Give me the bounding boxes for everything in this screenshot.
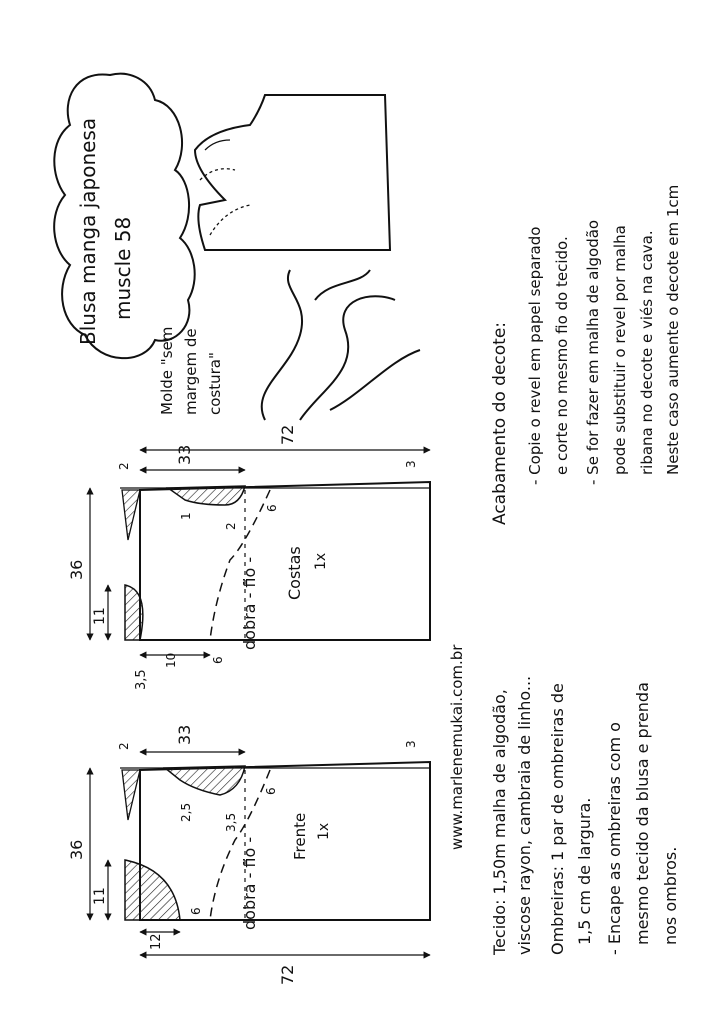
svg-text:margem de: margem de bbox=[182, 328, 200, 415]
svg-text:72: 72 bbox=[278, 424, 297, 445]
svg-text:36: 36 bbox=[67, 839, 86, 860]
signature-logo bbox=[262, 270, 420, 440]
signature-text: Marlene Mukai bbox=[320, 432, 321, 440]
costas-qty: 1x bbox=[313, 552, 329, 570]
costas-fold: dobra - fio - bbox=[240, 556, 259, 650]
svg-text:3: 3 bbox=[404, 740, 418, 748]
svg-text:10: 10 bbox=[164, 652, 178, 668]
svg-text:- Se for fazer em malha de alg: - Se for fazer em malha de algodão bbox=[584, 219, 602, 485]
svg-text:Tecido: 1,50m malha de algodão: Tecido: 1,50m malha de algodão, bbox=[490, 689, 509, 955]
svg-text:12: 12 bbox=[149, 933, 164, 950]
frente-outline bbox=[140, 762, 430, 920]
svg-text:2: 2 bbox=[117, 462, 131, 470]
svg-text:e corte no mesmo fio do tecido: e corte no mesmo fio do tecido. bbox=[553, 236, 571, 475]
svg-text:Neste caso aumente o decote em: Neste caso aumente o decote em 1cm bbox=[664, 184, 682, 475]
frente-neck-hatch bbox=[125, 860, 180, 920]
frente-label: Frente bbox=[291, 812, 309, 860]
costas-piece bbox=[67, 425, 430, 690]
svg-text:viscose rayon, cambraia de lin: viscose rayon, cambraia de linho... bbox=[515, 675, 534, 955]
costas-shoulder-hatch bbox=[168, 486, 245, 505]
tecido-section bbox=[490, 676, 680, 956]
svg-text:11: 11 bbox=[92, 607, 108, 625]
svg-text:pode substituir o revel por ma: pode substituir o revel por malha bbox=[611, 225, 629, 475]
svg-text:2: 2 bbox=[224, 522, 238, 530]
website-text: www.marlenemukai.com.br bbox=[448, 644, 466, 850]
molde-note bbox=[158, 327, 224, 415]
svg-text:6: 6 bbox=[264, 787, 278, 795]
frente-fold: dobra - fio - bbox=[240, 836, 259, 930]
svg-text:mesmo tecido da blusa e prenda: mesmo tecido da blusa e prenda bbox=[633, 682, 652, 945]
svg-text:11: 11 bbox=[92, 887, 108, 905]
svg-text:6: 6 bbox=[189, 907, 203, 915]
frente-piece bbox=[67, 725, 430, 985]
svg-text:6: 6 bbox=[211, 656, 225, 664]
title-line2: muscle 58 bbox=[111, 216, 135, 320]
svg-text:33: 33 bbox=[175, 724, 194, 745]
svg-text:ribana no decote e viés na cav: ribana no decote e viés na cava. bbox=[638, 230, 656, 475]
svg-text:nos ombros.: nos ombros. bbox=[661, 846, 680, 945]
svg-text:33: 33 bbox=[175, 444, 194, 465]
svg-text:costura": costura" bbox=[206, 352, 224, 415]
title-cloud bbox=[54, 74, 195, 358]
svg-text:3: 3 bbox=[404, 460, 418, 468]
svg-text:Ombreiras: 1 par de ombreiras: Ombreiras: 1 par de ombreiras de bbox=[548, 683, 567, 955]
svg-text:3,5: 3,5 bbox=[134, 669, 149, 690]
frente-qty: 1x bbox=[316, 822, 332, 840]
acabamento-section bbox=[490, 185, 682, 525]
svg-text:- Copie o revel em papel separ: - Copie o revel em papel separado bbox=[526, 226, 544, 485]
svg-text:36: 36 bbox=[67, 559, 86, 580]
svg-text:2,5: 2,5 bbox=[179, 802, 193, 822]
svg-text:1,5 cm de largura.: 1,5 cm de largura. bbox=[575, 797, 594, 945]
svg-text:Molde "sem: Molde "sem bbox=[158, 326, 176, 415]
svg-text:2: 2 bbox=[117, 742, 131, 750]
svg-text:1: 1 bbox=[179, 512, 193, 520]
svg-text:3,5: 3,5 bbox=[224, 812, 238, 832]
svg-text:6: 6 bbox=[265, 504, 279, 512]
acabamento-heading: Acabamento do decote: bbox=[490, 321, 510, 525]
svg-text:- Encape as ombreiras com o: - Encape as ombreiras com o bbox=[605, 722, 624, 955]
svg-text:72: 72 bbox=[278, 964, 297, 985]
costas-label: Costas bbox=[285, 546, 304, 600]
title-line1: Blusa manga japonesa bbox=[76, 117, 100, 345]
garment-sketch bbox=[195, 95, 390, 250]
frente-shoulder-hatch bbox=[165, 766, 245, 795]
